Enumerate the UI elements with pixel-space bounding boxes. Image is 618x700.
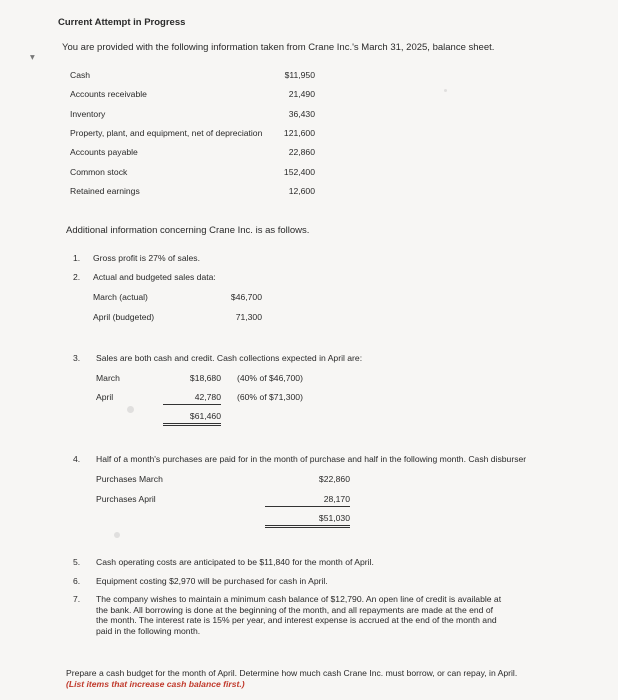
- purchase-row-label: Purchases April: [96, 494, 156, 504]
- purchase-row-value: 28,170: [265, 494, 350, 507]
- collection-row-note: (40% of $46,700): [237, 373, 303, 383]
- instruction-note: (List items that increase cash balance first.): [66, 679, 245, 689]
- sales-row-label: March (actual): [93, 292, 148, 302]
- collection-total: $61,460: [163, 411, 221, 426]
- bs-value: 22,860: [288, 147, 315, 157]
- smudge-mark: [114, 532, 120, 538]
- bs-label: Inventory: [70, 109, 106, 119]
- collection-row-label: April: [96, 392, 114, 402]
- item-text: Sales are both cash and credit. Cash collections expected in April are:: [96, 353, 363, 363]
- purchase-row-value: $22,860: [318, 474, 350, 484]
- item-number: 4.: [73, 454, 81, 464]
- collection-row-value: 42,780: [163, 392, 221, 405]
- bs-value: 12,600: [288, 186, 315, 196]
- bs-value: $11,950: [284, 70, 315, 80]
- sales-row-value: $46,700: [230, 292, 262, 302]
- intro-text: You are provided with the following information taken from Crane Inc.'s March 31, 2025, balance sheet.: [62, 42, 495, 53]
- bs-label: Common stock: [70, 167, 128, 177]
- item-number: 5.: [73, 557, 81, 567]
- collapse-caret-icon: ▾: [30, 52, 35, 63]
- item-number: 7.: [73, 594, 81, 604]
- collection-row-value: $18,680: [189, 373, 221, 383]
- item-text: Actual and budgeted sales data:: [93, 272, 216, 282]
- item-text: Half of a month's purchases are paid for in the month of purchase and half in the following month. Cash disburser: [96, 454, 527, 464]
- bs-value: 121,600: [283, 128, 315, 138]
- item-text: Cash operating costs are anticipated to be $11,840 for the month of April.: [96, 557, 374, 567]
- item-number: 2.: [73, 272, 81, 282]
- sales-row-value: 71,300: [235, 312, 262, 322]
- bs-value: 36,430: [288, 109, 315, 119]
- collection-row-label: March: [96, 373, 120, 383]
- item-number: 3.: [73, 353, 81, 363]
- bs-label: Cash: [70, 70, 91, 80]
- sales-row-label: April (budgeted): [93, 312, 155, 322]
- item-text: The company wishes to maintain a minimum cash balance of $12,790. An open line of credit is available at the bank. All borrowing is done at the beginning of the month, and all repayments are made at the end of the month. The interest rate is 15% per year, and interest expense is accrued at the end of the month and paid in the following month.: [96, 594, 502, 636]
- smudge-mark: [444, 89, 447, 92]
- bs-label: Accounts payable: [70, 147, 138, 157]
- item-text: Equipment costing $2,970 will be purchased for cash in April.: [96, 576, 328, 586]
- bs-value: 152,400: [283, 167, 315, 177]
- purchase-row-label: Purchases March: [96, 474, 163, 484]
- smudge-mark: [127, 406, 134, 413]
- disbursement-total: $51,030: [265, 513, 350, 528]
- item-number: 1.: [73, 253, 81, 263]
- item-number: 6.: [73, 576, 81, 586]
- bs-label: Property, plant, and equipment, net of depreciation: [70, 128, 263, 138]
- additional-info-heading: Additional information concerning Crane Inc. is as follows.: [66, 225, 310, 236]
- instruction-text: Prepare a cash budget for the month of April. Determine how much cash Crane Inc. must borrow, or can repay, in April.: [66, 668, 518, 678]
- item-text: Gross profit is 27% of sales.: [93, 253, 200, 263]
- collection-row-note: (60% of $71,300): [237, 392, 303, 402]
- bs-label: Retained earnings: [70, 186, 140, 196]
- bs-value: 21,490: [288, 89, 315, 99]
- bs-label: Accounts receivable: [70, 89, 147, 99]
- status-heading: Current Attempt in Progress: [58, 17, 186, 28]
